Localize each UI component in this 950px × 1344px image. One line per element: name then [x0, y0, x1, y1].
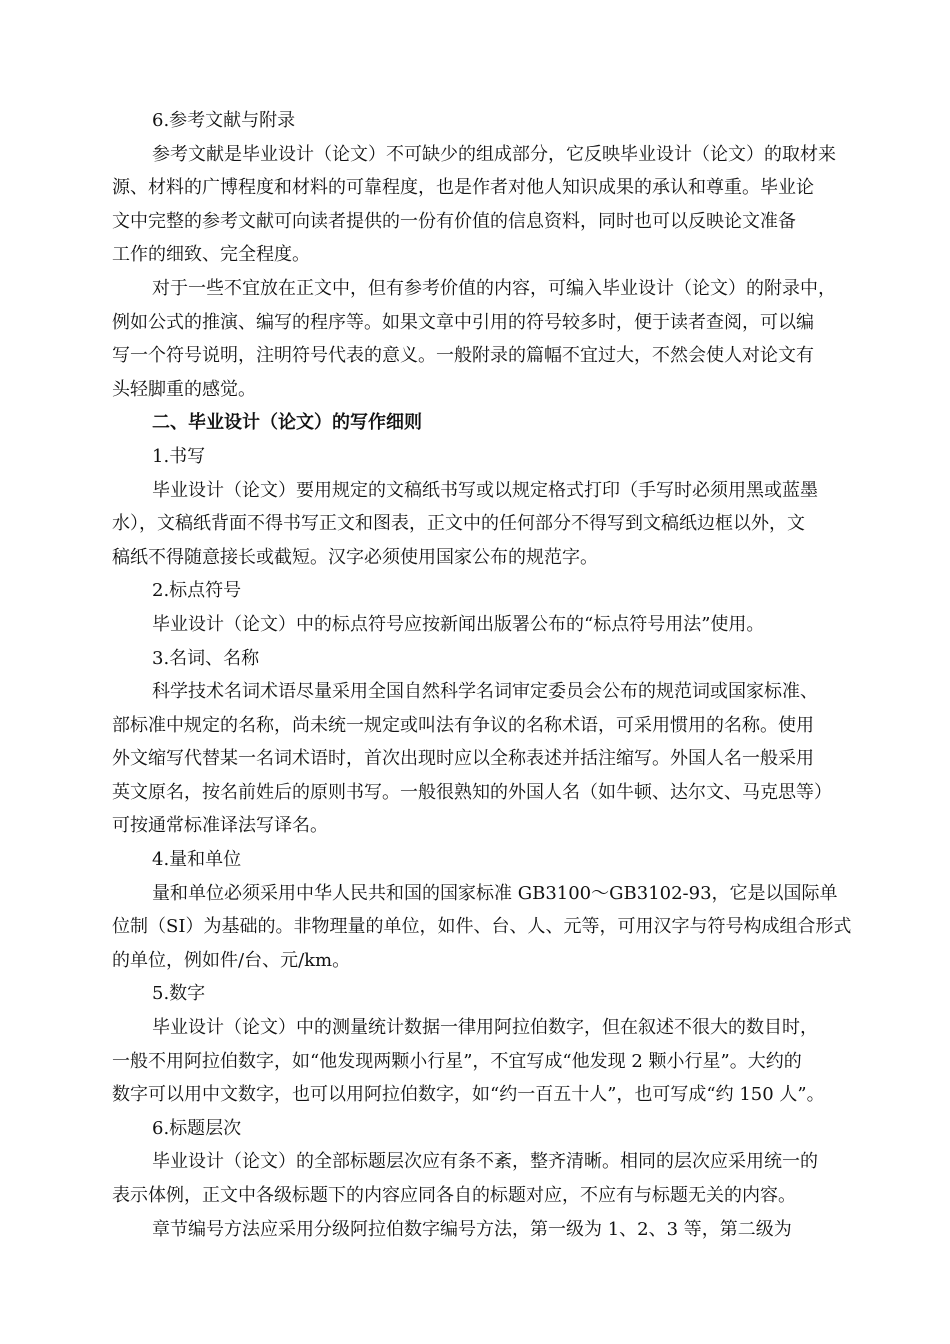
body-paragraph [112, 877, 858, 978]
paragraph-line: 工作的细致、完全程度。 [112, 244, 310, 266]
paragraph-line: 部标准中规定的名称，尚未统一规定或叫法有争议的名称术语，可采用惯用的名称。使用 [112, 714, 814, 736]
paragraph-line: 一般不用阿拉伯数字，如“他发现两颗小行星”，不宜写成“他发现 2 颗小行星”。大约的 [112, 1050, 802, 1072]
paragraph-line: 例如公式的推演、编写的程序等。如果文章中引用的符号较多时，便于读者查阅，可以编 [112, 311, 814, 333]
paragraph-line: 表示体例，正文中各级标题下的内容应同各自的标题对应，不应有与标题无关的内容。 [112, 1185, 796, 1206]
paragraph-line: 英文原名，按名前姓后的原则书写。一般很熟知的外国人名（如牛顿、达尔文、马克思等） [112, 781, 832, 803]
paragraph-line: 水），文稿纸背面不得书写正文和图表，正文中的任何部分不得写到文稿纸边框以外，文 [112, 513, 805, 535]
paragraph-line: 毕业设计（论文）的全部标题层次应有条不紊，整齐清晰。相同的层次应采用统一的 [152, 1151, 818, 1173]
body-paragraph [112, 608, 858, 642]
paragraph-line: 稿纸不得随意接长或截短。汉字必须使用国家公布的规范字。 [112, 546, 598, 568]
body-paragraph [112, 1213, 858, 1247]
subsection-heading: 1.书写 [152, 445, 206, 467]
body-paragraph [112, 1011, 858, 1112]
paragraph-line: 文中完整的参考文献可向读者提供的一份有价值的信息资料，同时也可以反映论文准备 [112, 210, 796, 232]
subsection-heading: 5.数字 [152, 983, 206, 1005]
body-paragraph [112, 272, 858, 406]
paragraph-line: 毕业设计（论文）中的测量统计数据一律用阿拉伯数字，但在叙述不很大的数目时， [152, 1017, 818, 1039]
paragraph-line: 章节编号方法应采用分级阿拉伯数字编号方法，第一级为 1、2、3 等，第二级为 [152, 1218, 792, 1240]
paragraph-line: 可按通常标准译法写译名。 [112, 815, 328, 837]
subsection-heading: 3.名词、名称 [152, 647, 260, 669]
paragraph-line: 位制（SI）为基础的。非物理量的单位，如件、台、人、元等，可用汉字与符号构成组合形式 [112, 916, 852, 938]
paragraph-line: 对于一些不宜放在正文中，但有参考价值的内容，可编入毕业设计（论文）的附录中， [152, 277, 836, 299]
body-paragraph [112, 675, 858, 843]
paragraph-line: 参考文献是毕业设计（论文）不可缺少的组成部分，它反映毕业设计（论文）的取材来 [152, 143, 836, 165]
paragraph-line: 毕业设计（论文）中的标点符号应按新闻出版署公布的“标点符号用法”使用。 [152, 613, 765, 635]
paragraph-line: 头轻脚重的感觉。 [112, 378, 256, 400]
subsection-heading: 2.标点符号 [152, 580, 242, 602]
paragraph-line: 数字可以用中文数字，也可以用阿拉伯数字，如“约一百五十人”，也可写成“约 150 人”。 [112, 1084, 825, 1106]
body-paragraph [112, 474, 858, 575]
paragraph-line: 的单位，例如件/台、元/km。 [112, 949, 351, 971]
body-paragraph [112, 1145, 858, 1212]
subsection-heading: 6.标题层次 [152, 1117, 242, 1139]
paragraph-line: 毕业设计（论文）要用规定的文稿纸书写或以规定格式打印（手写时必须用黑或蓝墨 [152, 479, 818, 501]
paragraph-line: 量和单位必须采用中华人民共和国的国家标准 GB3100～GB3102-93，它是以国际单 [152, 882, 838, 904]
subsection-heading: 6.参考文献与附录 [152, 110, 296, 131]
paragraph-line: 外文缩写代替某一名词术语时，首次出现时应以全称表述并括注缩写。外国人名一般采用 [112, 748, 814, 770]
paragraph-line: 科学技术名词术语尽量采用全国自然科学名词审定委员会公布的规范词或国家标准、 [152, 681, 818, 703]
body-paragraph [112, 138, 858, 272]
paragraph-line: 写一个符号说明，注明符号代表的意义。一般附录的篇幅不宜过大，不然会使人对论文有 [112, 345, 814, 367]
section-heading: 二、毕业设计（论文）的写作细则 [152, 412, 422, 434]
paragraph-line: 源、材料的广博程度和材料的可靠程度，也是作者对他人知识成果的承认和尊重。毕业论 [112, 177, 814, 199]
subsection-heading: 4.量和单位 [152, 849, 242, 871]
